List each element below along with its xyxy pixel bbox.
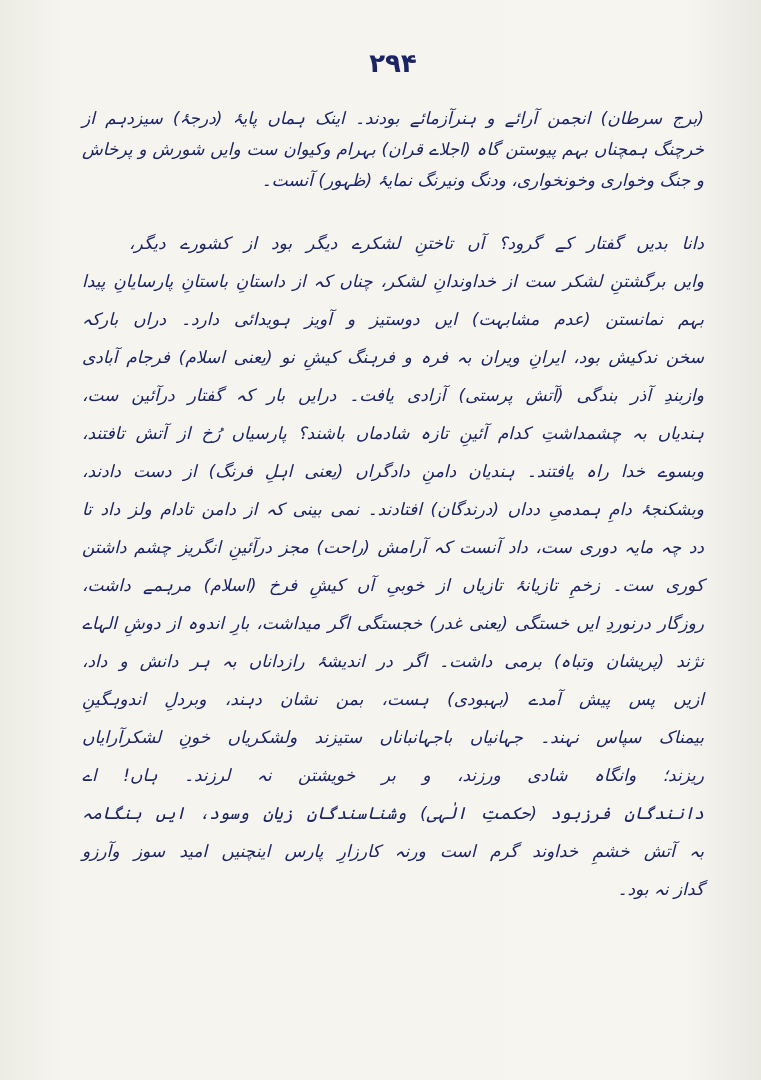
text-line: ریزند؛ وانگاہ شادی ورزند، و بر خویشتن نہ لرزند۔ ہاں! اے: [82, 766, 704, 786]
text-line: دد چہ مایہ دوری ست، داد آنست کہ آرامش (راحت) مجز درآئینِ انگریز چشم داشتن: [82, 538, 704, 558]
text-line: دانا بدیں گفتار کے گرود؟ آں تاختنِ لشکرے دیگر بود از کشورے دیگر،: [129, 234, 704, 254]
page-text: [82, 104, 704, 909]
text-line: ہندیاں بہ چشمداشتِ کدام آئینِ تازہ شادماں باشند؟ پارسیاں رُخ از آتش تافتند،: [82, 424, 704, 444]
text-line: ازیں پس پیش آمدے (بہبودی) ہست، بمن نشان دہند، وبردلِ اندوہگینِ: [82, 690, 704, 710]
text-line: روزگار درنوردِ ایں خستگی (یعنی غدر) خجستگی اگر میداشت، بارِ اندوہ از دوشِ الہاے: [82, 614, 704, 634]
text-line: وبشکنجۂ دامِ ہمدمیِ دداں (درندگان) افتادند۔ نمی بینی کہ از دامن تادام ولز داد تا: [82, 500, 704, 520]
text-line: بہم نمانستن (عدم مشابہت) ایں دوستیز و آویز ہویدائی دارد۔ دراں بارکہ: [82, 310, 704, 330]
text-line: خرچنگ ہمچناں بہم پیوستن گاہ (اجلاے قران) بہرام وکیوان ست وایں شورش و پرخاش: [82, 140, 704, 160]
text-line: بیمناک سپاس نہند۔ جہانیاں باجہانباناں ستیزند ولشکریاں خونِ لشکرآرایاں: [82, 728, 704, 748]
text-line: و جنگ وخواری وخونخواری، ودنگ ونیرنگ نمایۂ (ظہور) آنست۔: [261, 171, 704, 191]
page-number: ۲۹۴: [369, 49, 417, 79]
paragraph: [82, 225, 704, 909]
text-line: وایں برگشتنِ لشکر ست از خداوندانِ لشکر، چناں کہ از داستانِ باستانِ پارسایانِ پیدا: [82, 272, 704, 292]
text-line: نژند (پریشان وتباہ) برمی داشت۔ اگر در اندیشۂ رازداناں بہ ہر دانش و داد،: [82, 652, 704, 672]
text-line: بہ آتش خشمِ خداوند گرم است ورنہ کارزارِ پارس اینچنیں امید سوز وآرزو: [82, 842, 704, 862]
text-line: کوری ست۔ زخمِ تازیانۂ تازیاں از خوبیِ آں کیشِ فرخ (اسلام) مرہمے داشت،: [82, 576, 704, 596]
text-line: گداز نہ بود۔: [617, 880, 704, 900]
text-line: سخن ندکیش بود، ایرانِ ویران بہ فرہ و فرہنگ کیشِ نو (یعنی اسلام) فرجام آبادی: [82, 348, 704, 368]
text-line: (برج سرطان) انجمن آرائے و ہنرآزمائے بودند۔ اینک ہماں پایۂ (درجۂ) سیزدہم از: [82, 109, 704, 129]
text-line: دانندگانِ فرزبود (حکمتِ الٰہی) وشناسندگانِ زیان وسود، ایں ہنگامہ: [82, 804, 704, 824]
text-line: وازبندِ آذر بندگی (آتش پرستی) آزادی یافت۔ درایں بار کہ گفتار درآئین ست،: [82, 386, 704, 406]
text-line: وبسوے خدا راہ یافتند۔ ہندیان دامنِ دادگراں (یعنی اہلِ فرنگ) از دست دادند،: [82, 462, 704, 482]
paragraph: [82, 104, 704, 197]
